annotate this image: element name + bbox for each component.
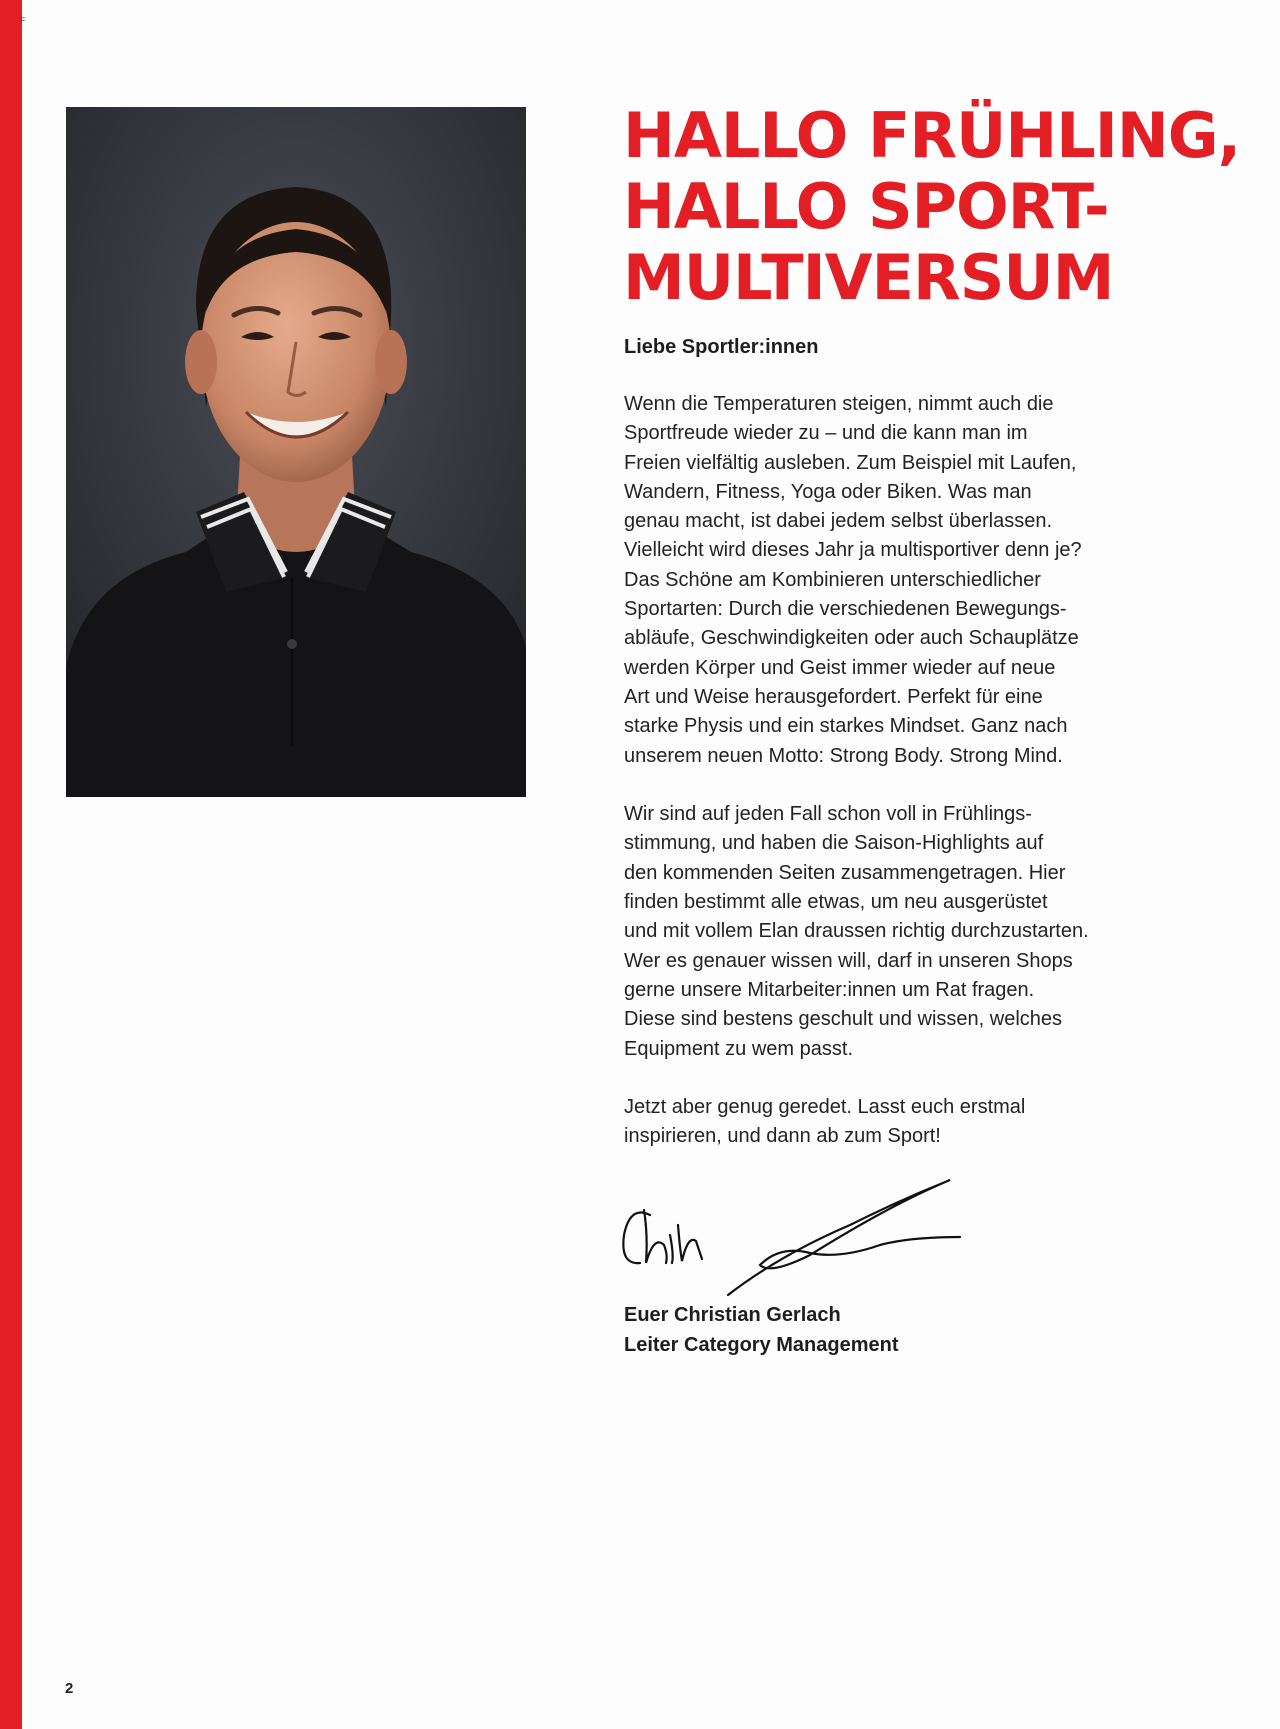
salutation: Liebe Sportler:innen [624, 336, 819, 358]
page-number: 2 [65, 1680, 74, 1697]
text-line: Wandern, Fitness, Yoga oder Biken. Was man [624, 480, 1032, 503]
text-line: Sportarten: Durch die verschiedenen Bewegungs- [624, 598, 1067, 621]
author-role: Leiter Category Management [624, 1334, 899, 1356]
text-line: Sportfreude wieder zu – und die kann man im [624, 422, 1028, 445]
text-line: gerne unsere Mitarbeiter:innen um Rat fragen. [624, 978, 1035, 1001]
paragraph [624, 1093, 1164, 1152]
headline-line: MULTIVERSUM [623, 241, 1114, 314]
letter-body [624, 390, 1164, 1181]
text-line: Freien vielfältig ausleben. Zum Beispiel mit Laufen, [624, 451, 1077, 474]
text-line: starke Physis und ein starkes Mindset. Ganz nach [624, 715, 1068, 738]
headline [623, 100, 1243, 313]
signature-image [610, 1175, 970, 1305]
text-line: stimmung, und haben die Saison-Highlights auf [624, 832, 1044, 855]
text-line: Wenn die Temperaturen steigen, nimmt auch die [624, 393, 1054, 415]
paragraph [624, 390, 1164, 771]
text-line: unserem neuen Motto: Strong Body. Strong Mind. [624, 744, 1063, 767]
text-line: Art und Weise herausgefordert. Perfekt für eine [624, 685, 1043, 708]
text-line: abläufe, Geschwindigkeiten oder auch Schauplätze [624, 627, 1079, 650]
headline-line: HALLO SPORT- [623, 170, 1109, 243]
paragraph [624, 800, 1164, 1064]
corner-mark: = [20, 14, 26, 24]
text-line: Wir sind auf jeden Fall schon voll in Frühlings- [624, 803, 1032, 826]
text-line: Jetzt aber genug geredet. Lasst euch erstmal [624, 1096, 1026, 1119]
portrait-photo [66, 107, 526, 797]
text-line: werden Körper und Geist immer wieder auf neue [624, 656, 1056, 679]
headline-line: HALLO FRÜHLING, [623, 99, 1241, 172]
sign-off [624, 1300, 899, 1360]
text-line: Das Schöne am Kombinieren unterschiedlicher [624, 568, 1041, 591]
text-line: und mit vollem Elan draussen richtig durchzustarten. [624, 920, 1089, 943]
text-line: den kommenden Seiten zusammengetragen. Hier [624, 861, 1066, 884]
text-line: finden bestimmt alle etwas, um neu ausgerüstet [624, 891, 1048, 914]
text-line: inspirieren, und dann ab zum Sport! [624, 1125, 941, 1148]
text-line: genau macht, ist dabei jedem selbst überlassen. [624, 510, 1053, 533]
text-line: Equipment zu wem passt. [624, 1037, 853, 1060]
accent-side-bar [0, 0, 22, 1729]
text-line: Diese sind bestens geschult und wissen, welches [624, 1008, 1063, 1031]
text-line: Wer es genauer wissen will, darf in unseren Shops [624, 949, 1073, 972]
text-line: Vielleicht wird dieses Jahr ja multisportiver denn je? [624, 539, 1082, 562]
author-name: Euer Christian Gerlach [624, 1304, 841, 1326]
